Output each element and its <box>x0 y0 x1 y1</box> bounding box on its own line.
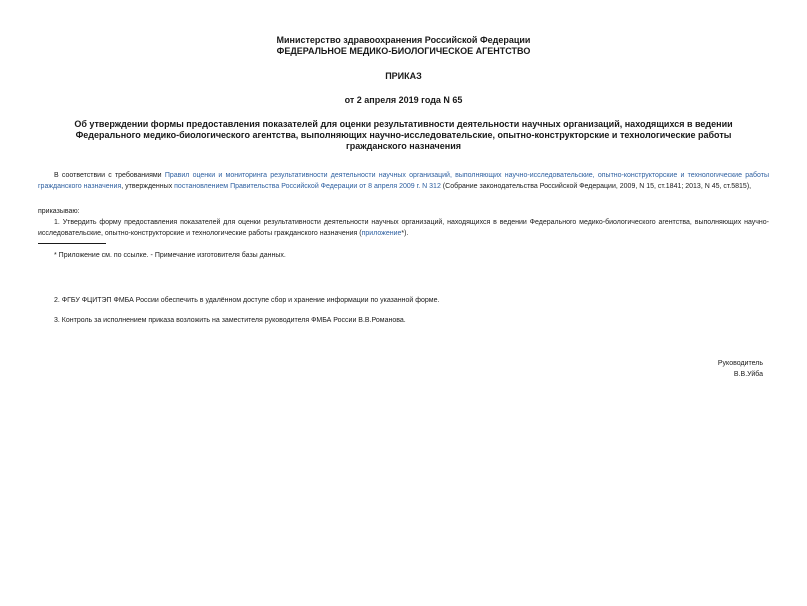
appendix-link[interactable]: приложение <box>361 230 402 237</box>
decree-link[interactable]: постановлением Правительства Российской Федерации от 8 апреля 2009 г. N 312 <box>174 183 441 190</box>
ministry-name: Министерство здравоохранения Российской Федерации <box>276 35 531 45</box>
orders-label: приказываю: <box>38 208 80 215</box>
preamble-approved: , утвержденных <box>121 183 175 190</box>
rules-link[interactable]: Правил оценки и мониторинга результативности деятельности научных организаций, выполняющих научно-исследовательские, опытно-конструкторские и технологические работы гражданского назначения <box>38 172 769 190</box>
order-item-2: 2. ФГБУ ФЦИТЭП ФМБА России обеспечить в удалённом доступе сбор и хранение информации по указанной форме. <box>54 297 440 304</box>
item-1-text: 1. Утвердить форму предоставления показателей для оценки результативности деятельности научных организаций, находящихся в ведении Федерального медико-биологического агентства, выполняющих научно-исследовательские, опытно-конструкторские и технологические работы гражданского назначения ( <box>38 219 769 237</box>
signature-block <box>38 358 769 380</box>
preamble-paragraph <box>38 170 769 192</box>
order-item-3: 3. Контроль за исполнением приказа возложить на заместителя руководителя ФМБА России В.В.Романова. <box>54 317 406 324</box>
order-date-number: от 2 апреля 2019 года N 65 <box>344 95 463 105</box>
footnote: * Приложение см. по ссылке. - Примечание изготовителя базы данных. <box>54 252 286 259</box>
order-title: ПРИКАЗ <box>385 71 422 81</box>
order-item-1 <box>38 217 769 239</box>
signature-title: Руководитель <box>717 360 763 367</box>
order-subject: Об утверждении формы предоставления показателей для оценки результативности деятельности научных организаций, находящихся в ведении Федерального медико-биологического агентства, выполняющих научно-исследовательские, опытно-конструкторские и технологические работы гражданского назначения <box>74 119 733 151</box>
footnote-divider <box>38 243 106 244</box>
ministry-heading <box>38 35 769 57</box>
agency-name: ФЕДЕРАЛЬНОЕ МЕДИКО-БИОЛОГИЧЕСКОЕ АГЕНТСТВО <box>276 46 531 56</box>
preamble-intro: В соответствии с требованиями <box>54 172 165 179</box>
document-page <box>0 35 807 606</box>
item-1-tail: *). <box>401 230 409 237</box>
preamble-tail: (Собрание законодательства Российской Федерации, 2009, N 15, ст.1841; 2013, N 45, ст.5815), <box>440 183 752 190</box>
signature-name: В.В.Уйба <box>733 371 763 378</box>
